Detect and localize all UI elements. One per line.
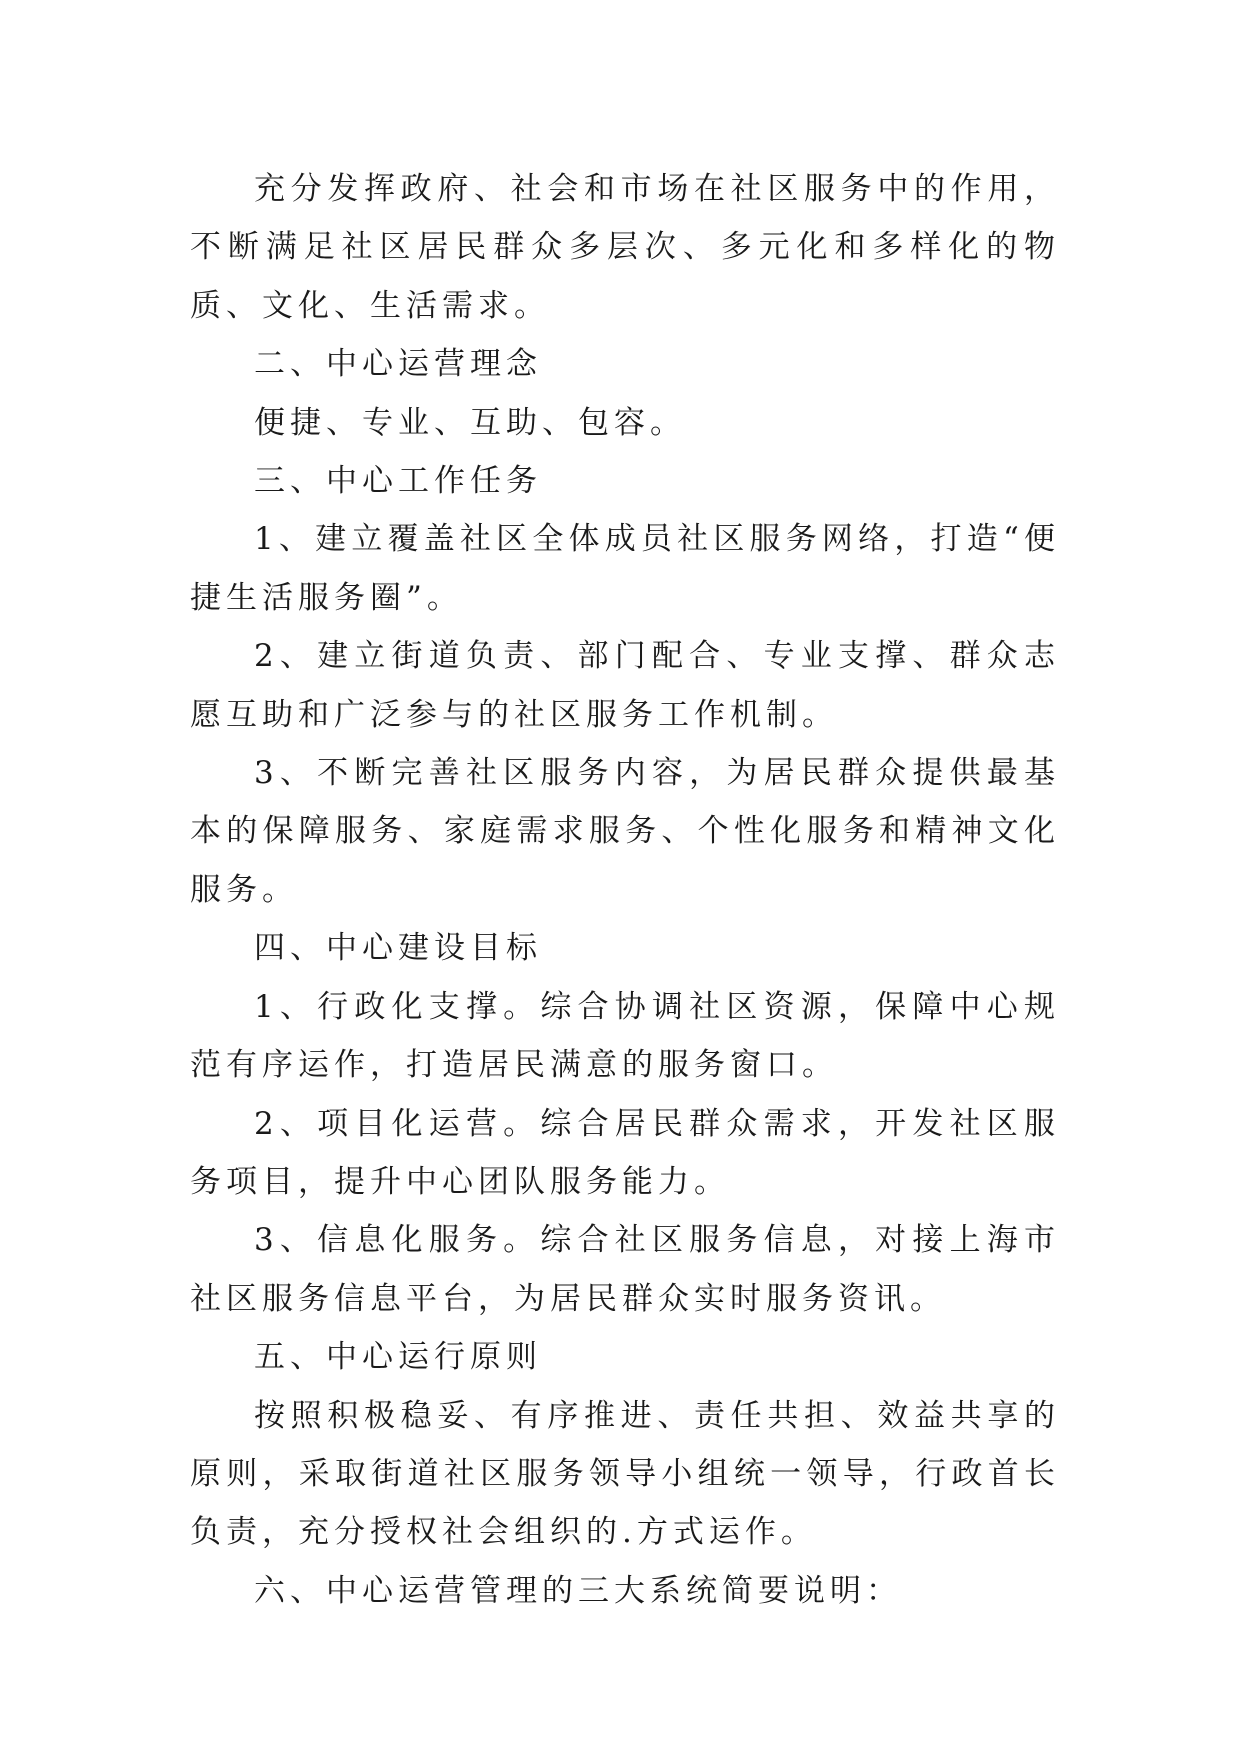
- paragraph-goal-2: 2、项目化运营。综合居民群众需求，开发社区服务项目，提升中心团队服务能力。: [190, 1105, 1060, 1200]
- paragraph-intro: 充分发挥政府、社会和市场在社区服务中的作用，不断满足社区居民群众多层次、多元化和多样化的物质、文化、生活需求。: [190, 171, 1060, 324]
- section-heading-operation-concept: 二、中心运营理念: [254, 346, 542, 383]
- document-body: [190, 160, 1060, 1620]
- paragraph-concept: 便捷、专业、互助、包容。: [254, 404, 686, 441]
- paragraph-goal-1: 1、行政化支撑。综合协调社区资源，保障中心规范有序运作，打造居民满意的服务窗口。: [190, 988, 1060, 1084]
- paragraph-goal-3: 3、信息化服务。综合社区服务信息，对接上海市社区服务信息平台，为居民群众实时服务资讯。: [190, 1222, 1060, 1317]
- paragraph-task-1: 1、建立覆盖社区全体成员社区服务网络，打造“便捷生活服务圈”。: [190, 521, 1060, 616]
- section-heading-three-systems: 六、中心运营管理的三大系统简要说明：: [254, 1572, 902, 1609]
- section-heading-operating-principles: 五、中心运行原则: [254, 1339, 542, 1376]
- paragraph-principles: 按照积极稳妥、有序推进、责任共担、效益共享的原则，采取街道社区服务领导小组统一领导，行政首长负责，充分授权社会组织的.方式运作。: [190, 1397, 1060, 1551]
- section-heading-construction-goals: 四、中心建设目标: [254, 930, 542, 967]
- paragraph-task-3: 3、不断完善社区服务内容，为居民群众提供最基本的保障服务、家庭需求服务、个性化服务和精神文化服务。: [190, 755, 1060, 908]
- paragraph-task-2: 2、建立街道负责、部门配合、专业支撑、群众志愿互助和广泛参与的社区服务工作机制。: [190, 638, 1060, 733]
- section-heading-work-tasks: 三、中心工作任务: [254, 463, 542, 500]
